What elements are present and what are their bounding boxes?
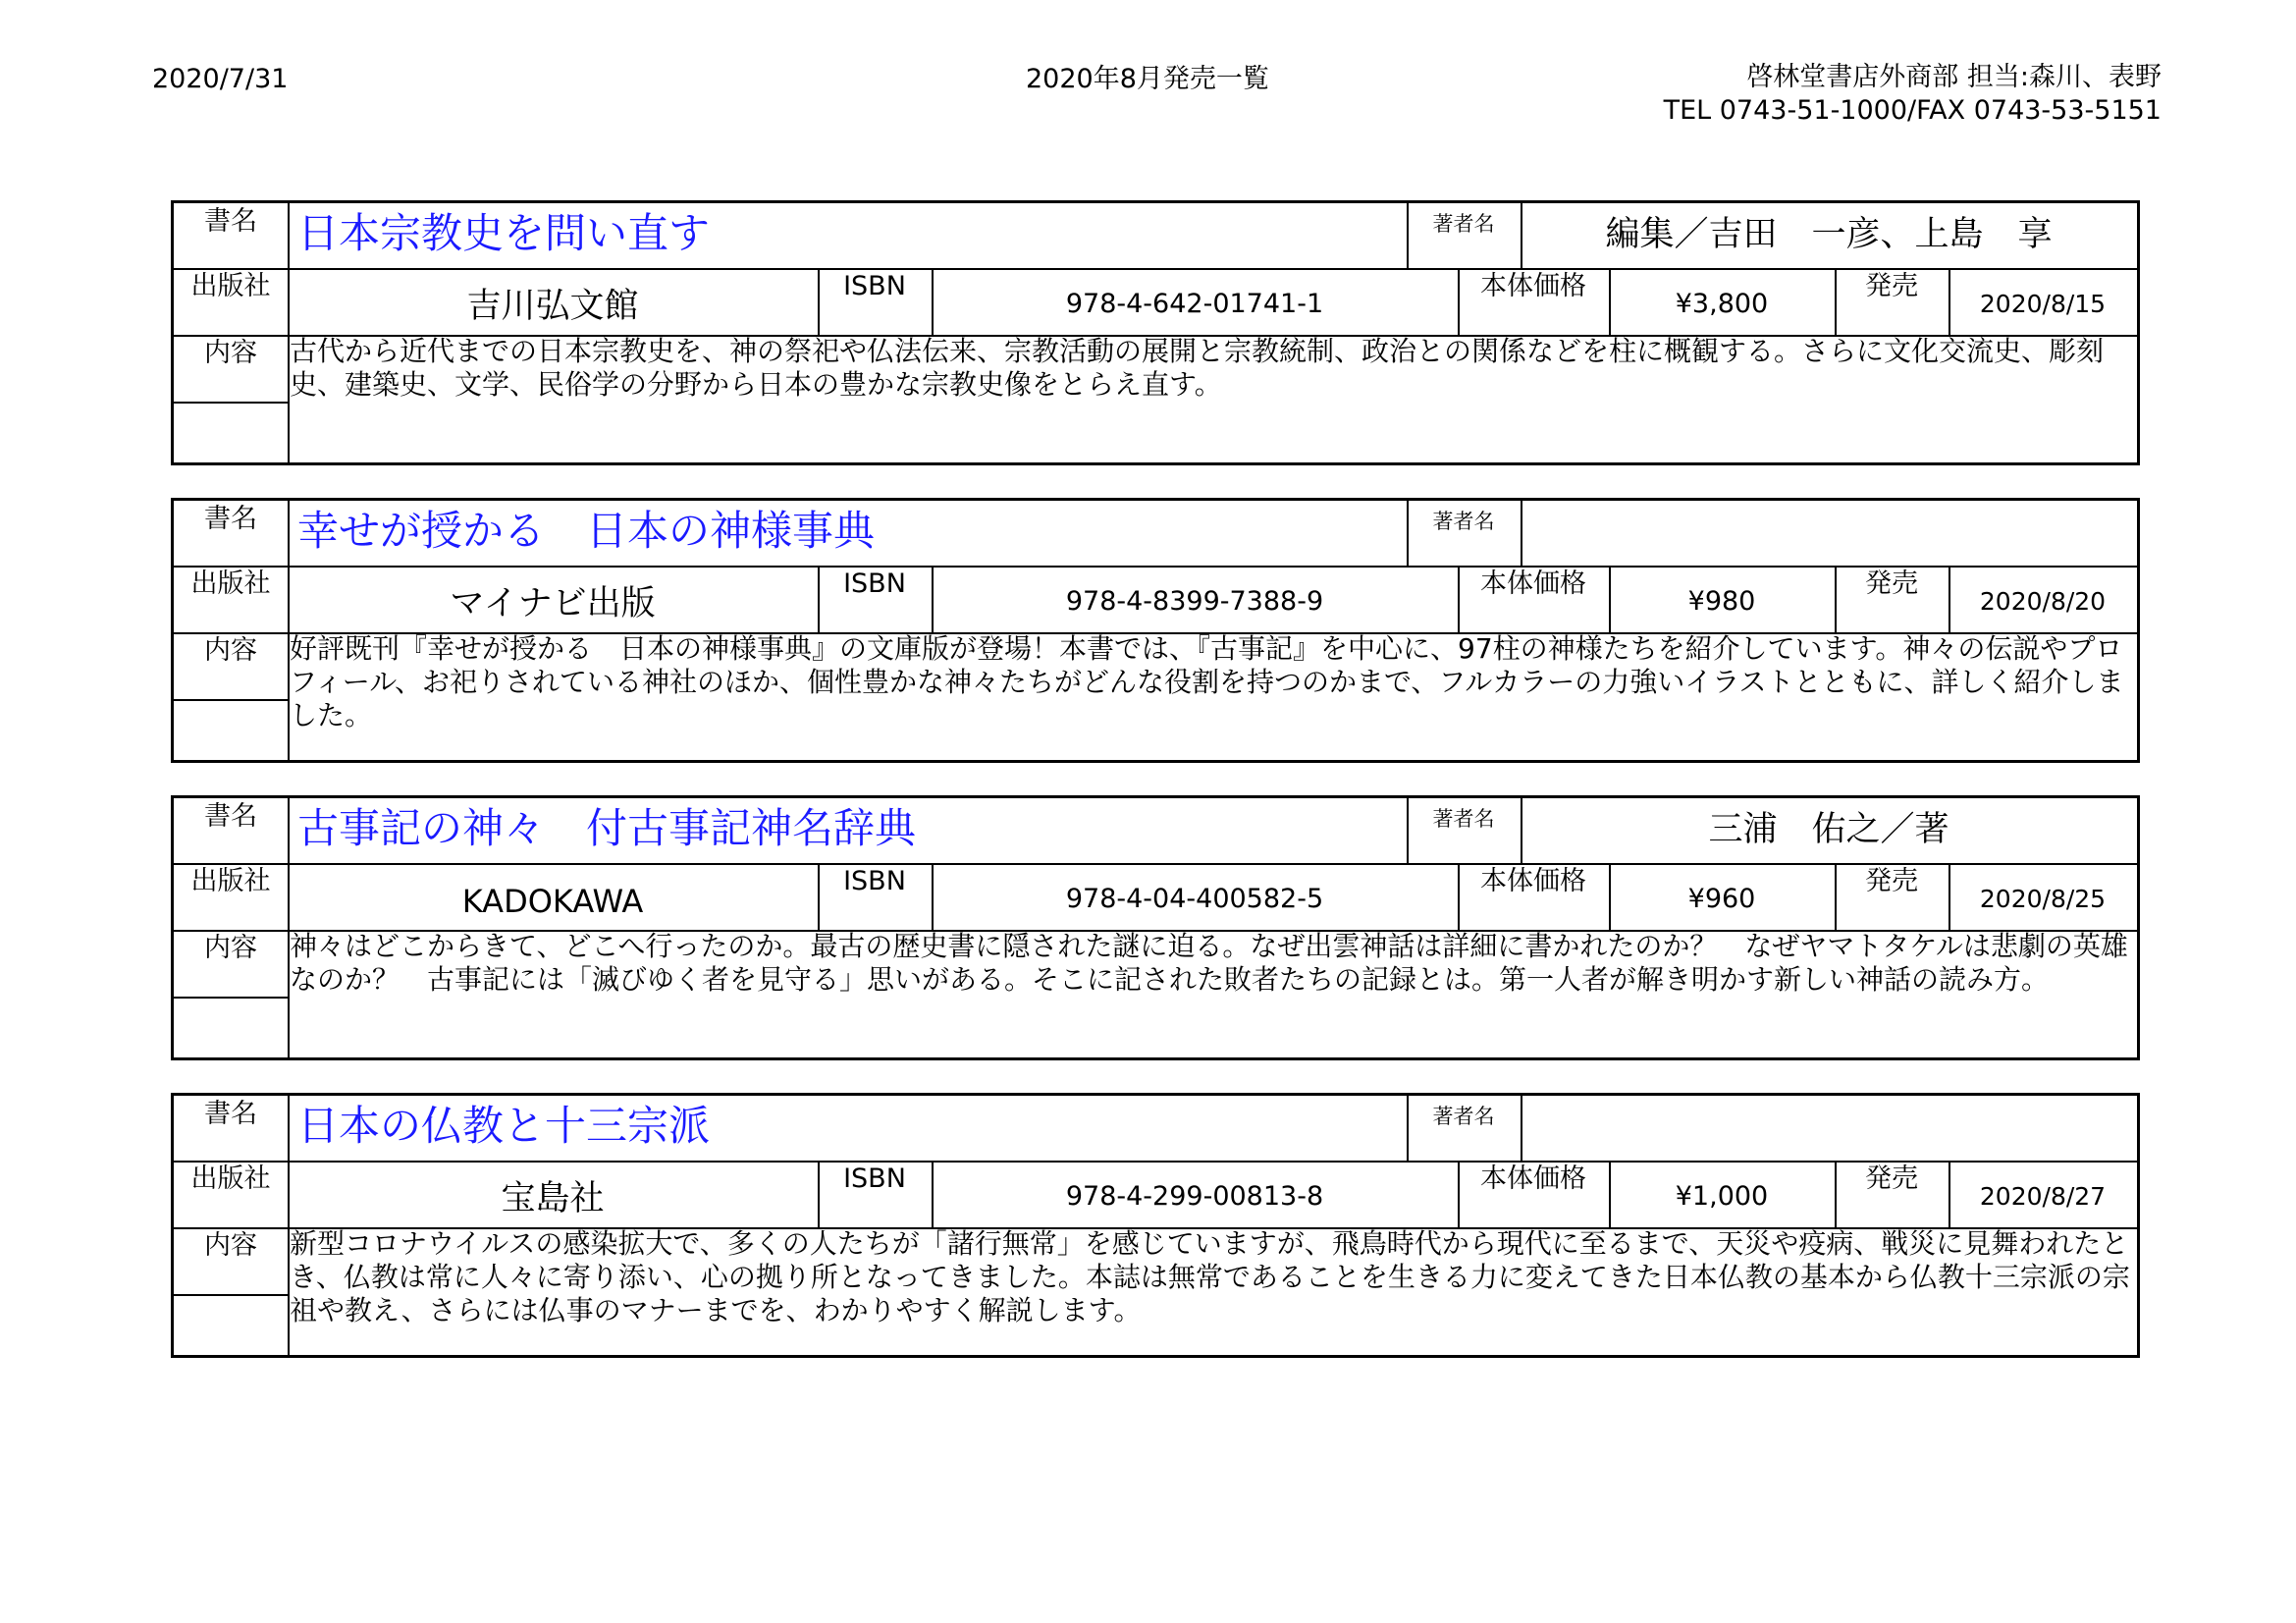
- book-author: [1521, 501, 2137, 568]
- book-author: 三浦 佑之／著: [1521, 798, 2137, 865]
- book-price: ¥3,800: [1609, 268, 1837, 337]
- report-date: 2020/7/31: [152, 64, 289, 94]
- book-price: ¥980: [1609, 566, 1837, 634]
- book-title: 日本の仏教と十三宗派: [288, 1096, 1409, 1163]
- book-description: 神々はどこからきて、どこへ行ったのか。最古の歴史書に隠された謎に迫る。なぜ出雲神話は詳細に書かれたのか？ なぜヤマトタケルは悲劇の英雄なのか？ 古事記には「滅びゆく者を見守る」思いがある。そこに記された敗者たちの記録とは。第一人者が解き明かす新しい神話の読み方。: [290, 930, 2128, 996]
- report-title: 2020年8月発売一覧: [1026, 64, 1269, 94]
- book-title: 日本宗教史を問い直す: [288, 203, 1409, 270]
- price-label: 本体価格: [1458, 566, 1611, 634]
- release-label: 発売: [1835, 1161, 1950, 1229]
- book-publisher: KADOKAWA: [288, 863, 820, 932]
- book-entry-4: [171, 1093, 2140, 1358]
- title-label: 書名: [174, 798, 290, 865]
- book-publisher: 宝島社: [288, 1161, 820, 1229]
- book-release-date: 2020/8/15: [1949, 268, 2137, 337]
- price-label: 本体価格: [1458, 1161, 1611, 1229]
- isbn-label: ISBN: [818, 863, 934, 932]
- author-label: 著者名: [1407, 501, 1522, 568]
- price-label: 本体価格: [1458, 863, 1611, 932]
- shop-contact: 啓林堂書店外商部 担当:森川、表野: [1746, 62, 2162, 92]
- book-description: 好評既刊『幸せが授かる 日本の神様事典』の文庫版が登場！本書では、『古事記』を中心に、97柱の神様たちを紹介しています。神々の伝説やプロフィール、お祀りされている神社のほか、個性豊かな神々たちがどんな役割を持つのかまで、フルカラーの力強いイラストとともに、詳しく紹介しました。: [290, 632, 2124, 731]
- author-label: 著者名: [1407, 203, 1522, 270]
- release-label: 発売: [1835, 863, 1950, 932]
- isbn-label: ISBN: [818, 1161, 934, 1229]
- publisher-label: 出版社: [174, 1161, 290, 1229]
- content-label: 内容: [174, 632, 290, 701]
- book-isbn: 978-4-8399-7388-9: [932, 566, 1460, 634]
- book-price: ¥960: [1609, 863, 1837, 932]
- author-label: 著者名: [1407, 798, 1522, 865]
- book-title: 幸せが授かる 日本の神様事典: [288, 501, 1409, 568]
- title-label: 書名: [174, 203, 290, 270]
- release-label: 発売: [1835, 566, 1950, 634]
- publisher-label: 出版社: [174, 268, 290, 337]
- title-label: 書名: [174, 1096, 290, 1163]
- book-price: ¥1,000: [1609, 1161, 1837, 1229]
- book-publisher: 吉川弘文館: [288, 268, 820, 337]
- isbn-label: ISBN: [818, 268, 934, 337]
- book-entry-3: [171, 795, 2140, 1060]
- book-author: [1521, 1096, 2137, 1163]
- publisher-label: 出版社: [174, 863, 290, 932]
- book-entry-2: [171, 498, 2140, 763]
- book-release-date: 2020/8/27: [1949, 1161, 2137, 1229]
- release-label: 発売: [1835, 268, 1950, 337]
- isbn-label: ISBN: [818, 566, 934, 634]
- book-isbn: 978-4-299-00813-8: [932, 1161, 1460, 1229]
- title-label: 書名: [174, 501, 290, 568]
- price-label: 本体価格: [1458, 268, 1611, 337]
- content-label: 内容: [174, 1227, 290, 1296]
- book-release-date: 2020/8/20: [1949, 566, 2137, 634]
- book-title: 古事記の神々 付古事記神名辞典: [288, 798, 1409, 865]
- book-publisher: マイナビ出版: [288, 566, 820, 634]
- shop-tel-fax: TEL 0743-51-1000/FAX 0743-53-5151: [1663, 95, 2162, 126]
- content-label: 内容: [174, 335, 290, 404]
- book-isbn: 978-4-04-400582-5: [932, 863, 1460, 932]
- author-label: 著者名: [1407, 1096, 1522, 1163]
- book-isbn: 978-4-642-01741-1: [932, 268, 1460, 337]
- book-description: 新型コロナウイルスの感染拡大で、多くの人たちが「諸行無常」を感じていますが、飛鳥時代から現代に至るまで、天災や疫病、戦災に見舞われたとき、仏教は常に人々に寄り添い、心の拠り所となってきました。本誌は無常であることを生きる力に変えてきた日本仏教の基本から仏教十三宗派の宗祖や教え、さらには仏事のマナーまでを、わかりやすく解説します。: [290, 1227, 2130, 1326]
- content-label: 内容: [174, 930, 290, 999]
- book-author: 編集／吉田 一彦、上島 享: [1521, 203, 2137, 270]
- book-release-date: 2020/8/25: [1949, 863, 2137, 932]
- book-description: 古代から近代までの日本宗教史を、神の祭祀や仏法伝来、宗教活動の展開と宗教統制、政治との関係などを柱に概観する。さらに文化交流史、彫刻史、建築史、文学、民俗学の分野から日本の豊かな宗教史像をとらえ直す。: [290, 335, 2105, 401]
- book-entry-1: [171, 200, 2140, 465]
- publisher-label: 出版社: [174, 566, 290, 634]
